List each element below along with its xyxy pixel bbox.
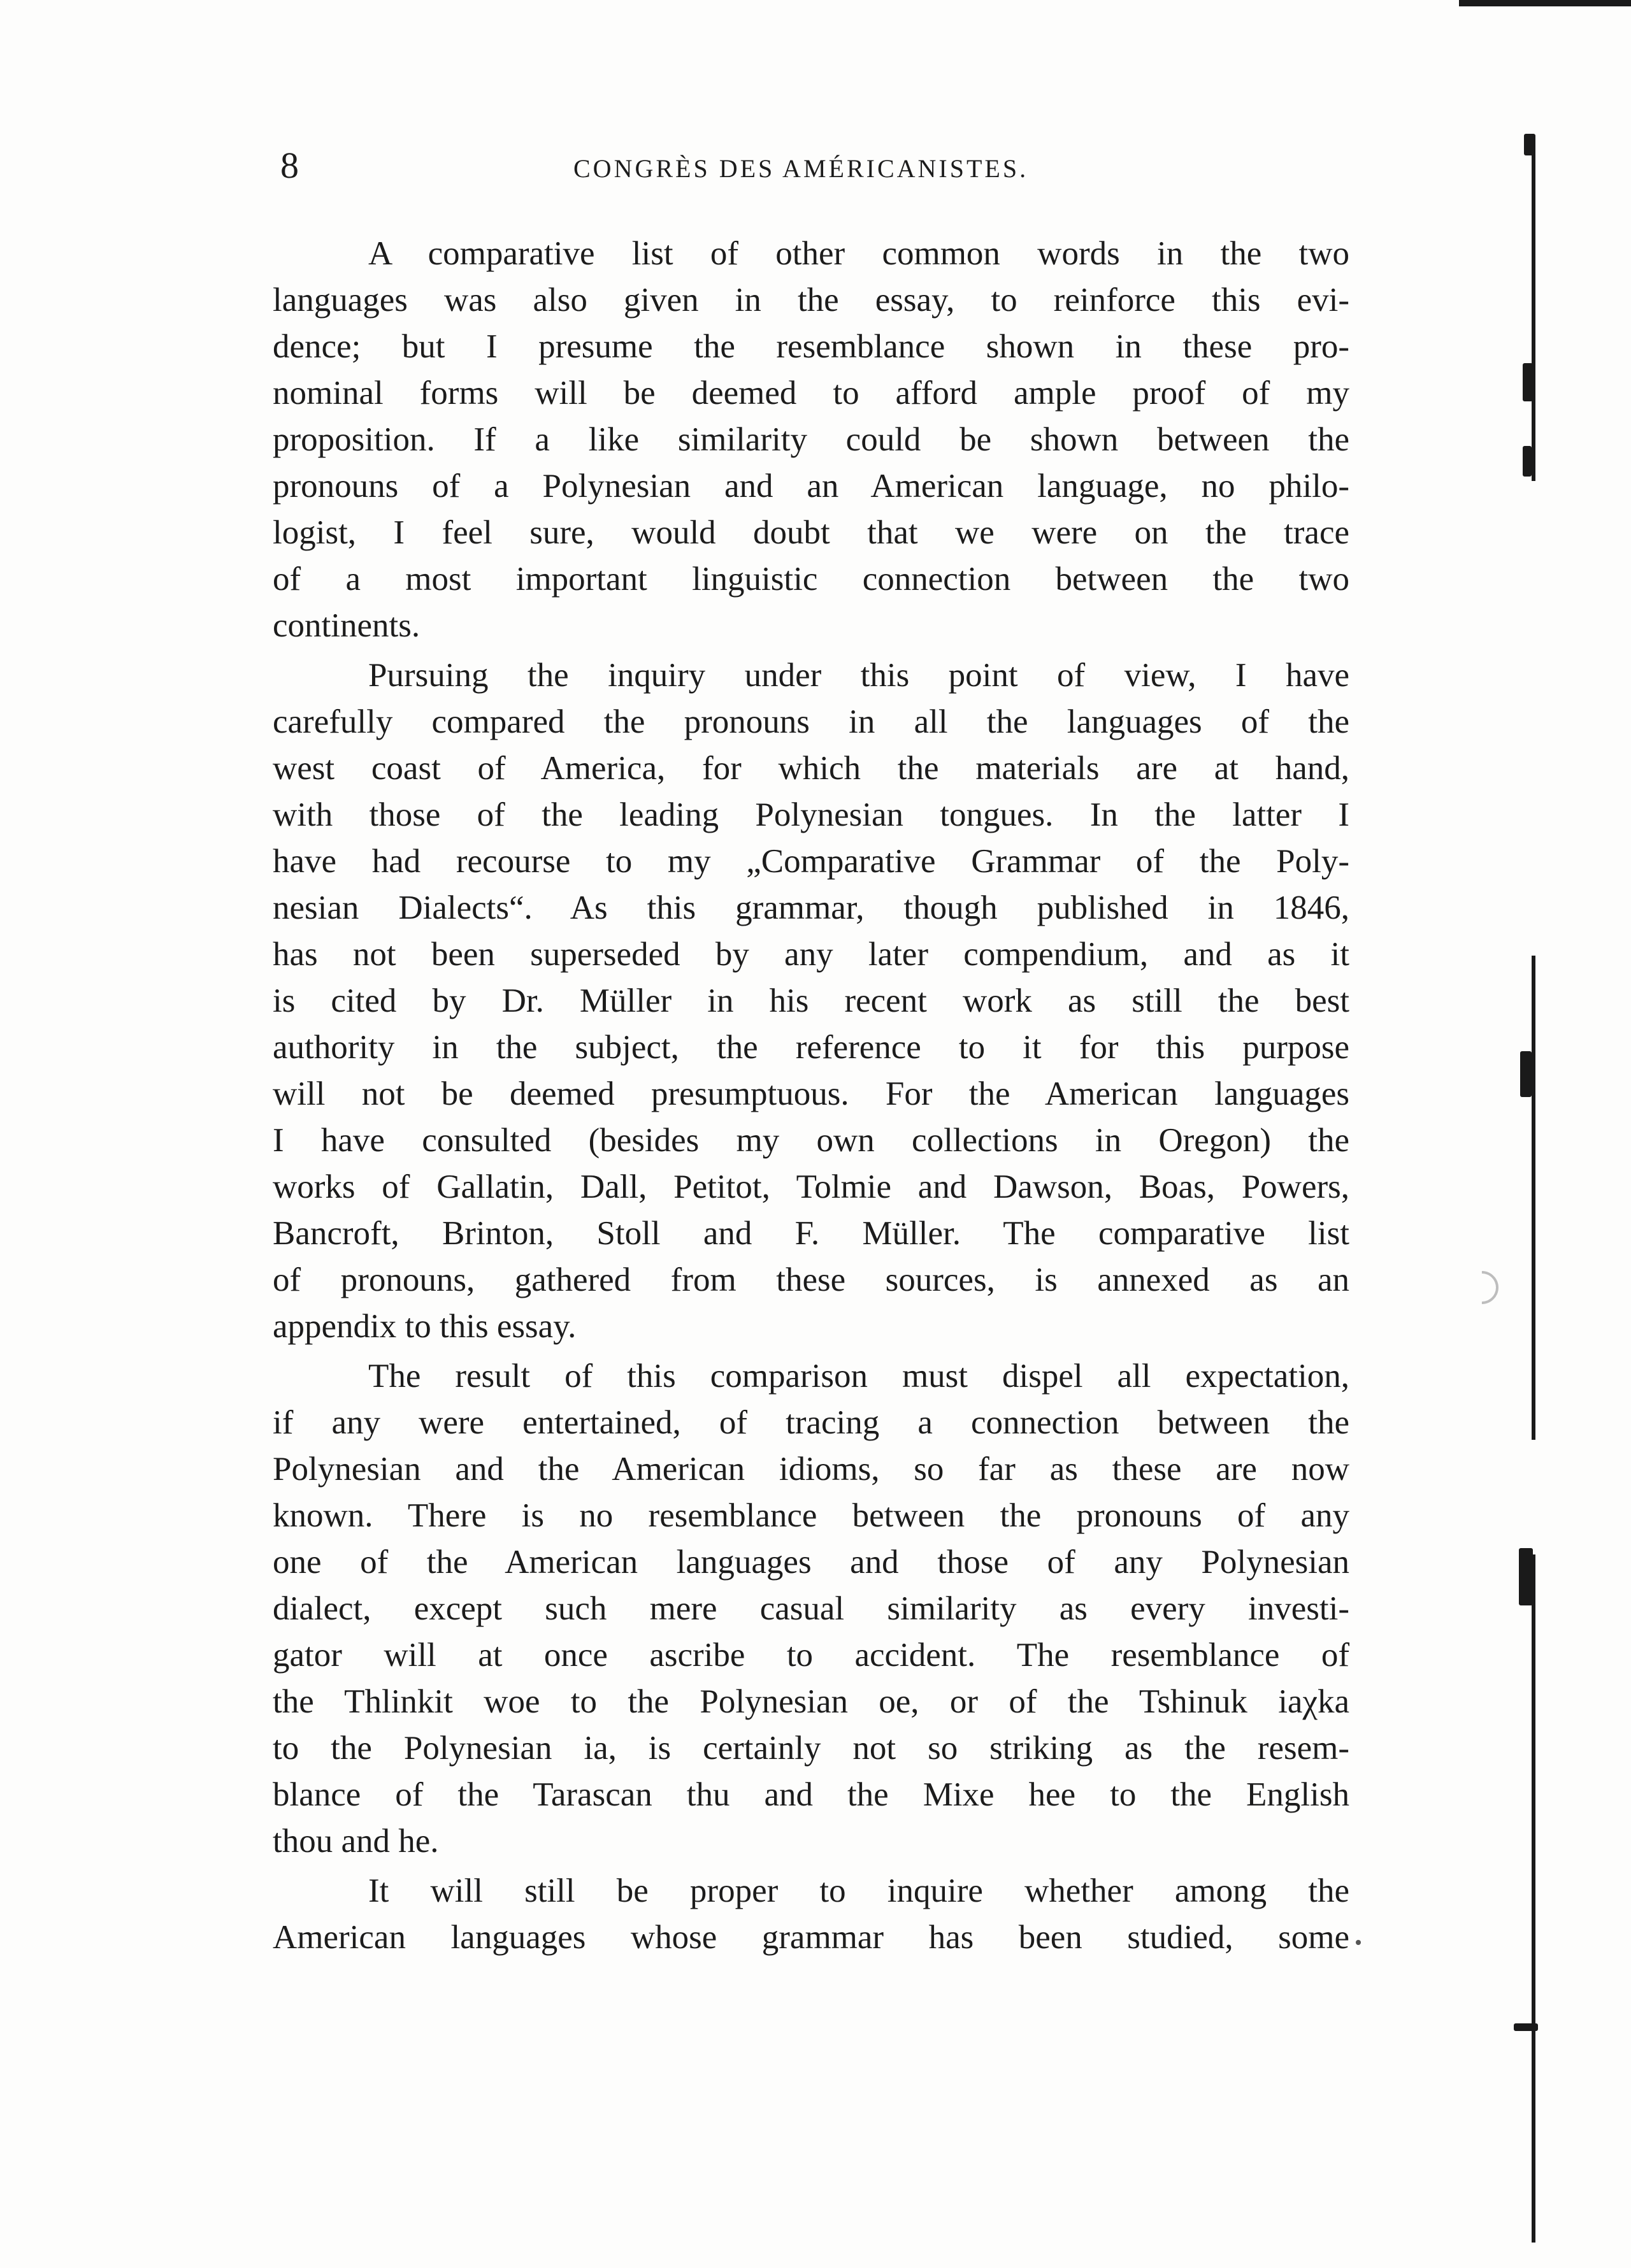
text-line: A comparative list of other common words in the two bbox=[368, 235, 1349, 272]
gutter-mark bbox=[1514, 2023, 1538, 2031]
text-line: proposition. If a like similarity could be shown between the bbox=[273, 421, 1349, 458]
gutter-mark bbox=[1523, 446, 1532, 477]
top-edge-rule bbox=[1459, 0, 1631, 6]
text-line: will not be deemed presumptuous. For the American languages bbox=[273, 1075, 1349, 1112]
gutter-line-middle bbox=[1532, 956, 1535, 1440]
gutter-mark bbox=[1523, 363, 1533, 401]
ink-dot bbox=[1356, 1940, 1361, 1945]
text-line: Bancroft, Brinton, Stoll and F. Müller. The comparative list bbox=[273, 1215, 1349, 1252]
text-line: thou and he. bbox=[273, 1823, 439, 1860]
text-line: logist, I feel sure, would doubt that we were on the trace bbox=[273, 514, 1349, 551]
text-line: to the Polynesian ia, is certainly not so striking as the resem- bbox=[273, 1730, 1349, 1767]
text-line: nesian Dialects“. As this grammar, though published in 1846, bbox=[273, 889, 1349, 926]
text-line: known. There is no resemblance between the pronouns of any bbox=[273, 1497, 1349, 1534]
text-line: Polynesian and the American idioms, so far as these are now bbox=[273, 1451, 1349, 1488]
gutter-mark bbox=[1519, 1548, 1533, 1605]
text-line: authority in the subject, the reference to it for this purpose bbox=[273, 1029, 1349, 1066]
text-line: dence; but I presume the resemblance shown in these pro- bbox=[273, 328, 1349, 365]
text-line: blance of the Tarascan thu and the Mixe hee to the English bbox=[273, 1776, 1349, 1813]
text-line: pronouns of a Polynesian and an American language, no philo- bbox=[273, 468, 1349, 505]
text-line: I have consulted (besides my own collections in Oregon) the bbox=[273, 1122, 1349, 1159]
paragraph-2 bbox=[273, 652, 1349, 1350]
body-text bbox=[273, 231, 1349, 1961]
gutter-line-upper bbox=[1532, 137, 1535, 481]
gutter-mark bbox=[1524, 134, 1535, 155]
paragraph-3 bbox=[273, 1353, 1349, 1865]
text-line: with those of the leading Polynesian tongues. In the latter I bbox=[273, 796, 1349, 833]
text-line: one of the American languages and those of any Polynesian bbox=[273, 1544, 1349, 1581]
text-line: nominal forms will be deemed to afford ample proof of my bbox=[273, 375, 1349, 412]
text-line: appendix to this essay. bbox=[273, 1308, 577, 1345]
text-line: of a most important linguistic connection between the two bbox=[273, 561, 1349, 598]
text-line: The result of this comparison must dispel all expectation, bbox=[368, 1358, 1349, 1395]
text-line: It will still be proper to inquire whether among the bbox=[368, 1872, 1349, 1909]
text-line: gator will at once ascribe to accident. The resemblance of bbox=[273, 1637, 1349, 1674]
gutter-mark bbox=[1520, 1051, 1532, 1097]
text-line: has not been superseded by any later compendium, and as it bbox=[273, 936, 1349, 973]
page-number: 8 bbox=[280, 145, 299, 186]
text-line: if any were entertained, of tracing a connection between the bbox=[273, 1404, 1349, 1441]
text-line: carefully compared the pronouns in all the languages of the bbox=[273, 703, 1349, 740]
gutter-line-lower bbox=[1532, 1554, 1535, 2243]
paragraph-1 bbox=[273, 231, 1349, 649]
text-line: of pronouns, gathered from these sources, is annexed as an bbox=[273, 1261, 1349, 1298]
text-line: Pursuing the inquiry under this point of view, I have bbox=[368, 657, 1349, 694]
text-line: works of Gallatin, Dall, Petitot, Tolmie and Dawson, Boas, Powers, bbox=[273, 1168, 1349, 1205]
text-line: languages was also given in the essay, to reinforce this evi- bbox=[273, 282, 1349, 319]
running-title: CONGRÈS DES AMÉRICANISTES. bbox=[573, 154, 1029, 183]
text-line: American languages whose grammar has been studied, some bbox=[273, 1919, 1349, 1956]
text-line: continents. bbox=[273, 607, 420, 644]
running-head bbox=[280, 143, 1357, 188]
text-line: the Thlinkit woe to the Polynesian oe, or of the Tshinuk iaχka bbox=[273, 1683, 1349, 1720]
gutter-curl bbox=[1458, 1264, 1505, 1311]
text-line: have had recourse to my „Comparative Grammar of the Poly- bbox=[273, 843, 1349, 880]
paragraph-4 bbox=[273, 1868, 1349, 1961]
text-line: dialect, except such mere casual similarity as every investi- bbox=[273, 1590, 1349, 1627]
text-line: is cited by Dr. Müller in his recent work as still the best bbox=[273, 982, 1349, 1019]
text-line: west coast of America, for which the materials are at hand, bbox=[273, 750, 1349, 787]
